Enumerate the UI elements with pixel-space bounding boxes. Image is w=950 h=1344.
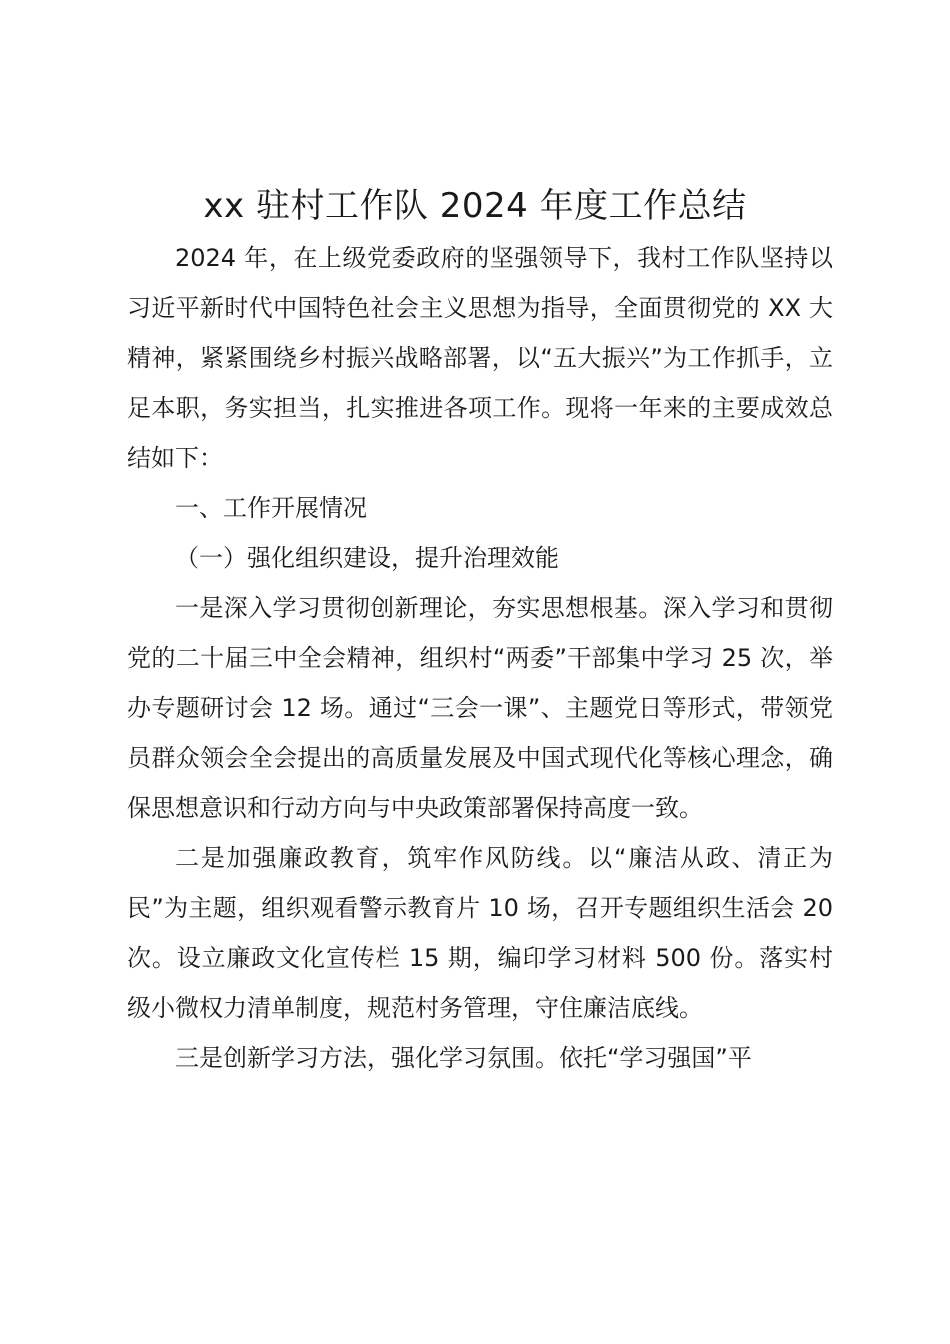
subsection-heading: （一）强化组织建设，提升治理效能 [175,544,559,572]
intro-paragraph: 2024 年，在上级党委政府的坚强领导下，我村工作队坚持以习近平新时代中国特色社会主义思想为指导，全面贯彻党的 XX 大精神，紧紧围绕乡村振兴战略部署，以“五大振兴”为工作抓手，立足本职，务实担当，扎实推进各项工作。现将一年来的主要成效总结如下： [127,244,833,472]
body-paragraph-1: 一是深入学习贯彻创新理论，夯实思想根基。深入学习和贯彻党的二十届三中全会精神，组织村“两委”干部集中学习 25 次，举办专题研讨会 12 场。通过“三会一课”、主题党日等形式，带领党员群众领会全会提出的高质量发展及中国式现代化等核心理念，确保思想意识和行动方向与中央政策部署保持高度一致。 [127,594,833,822]
body-paragraph-3: 三是创新学习方法，强化学习氛围。依托“学习强国”平 [175,1044,752,1072]
body-paragraph-2: 二是加强廉政教育，筑牢作风防线。以“廉洁从政、清正为民”为主题，组织观看警示教育片 10 场，召开专题组织生活会 20 次。设立廉政文化宣传栏 15 期，编印学习材料 500 份。落实村级小微权力清单制度，规范村务管理，守住廉洁底线。 [127,844,833,1022]
document-title: xx 驻村工作队 2024 年度工作总结 [203,186,747,226]
document-body [127,233,833,1083]
section-heading: 一、工作开展情况 [175,494,367,522]
